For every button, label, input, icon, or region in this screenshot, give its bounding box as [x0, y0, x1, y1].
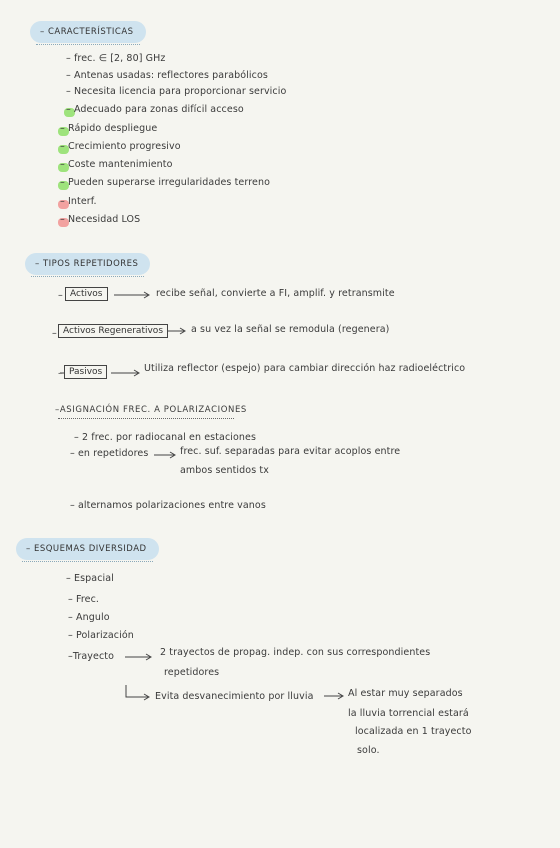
dash: – [58, 290, 63, 301]
header-title: ESQUEMAS DIVERSIDAD [33, 544, 147, 554]
list-item: – Necesita licencia para proporcionar servicio [66, 86, 287, 97]
repetidores-description: frec. suf. separadas para evitar acoplos entre [180, 446, 401, 457]
list-item: – Rápido despliegue [60, 123, 158, 134]
dash: – [58, 368, 63, 379]
list-item: – Frec. [68, 594, 100, 605]
list-item: – 2 frec. por radiocanal en estaciones [74, 432, 257, 443]
list-item: –Trayecto [68, 651, 115, 662]
lluvia-result-line: Al estar muy separados [348, 688, 463, 699]
lluvia-result-line: localizada en 1 trayecto [355, 726, 472, 737]
list-item: – Necesidad LOS [60, 214, 141, 225]
lluvia-result-line: solo. [357, 745, 380, 756]
list-item: – frec. ∈ [2, 80] GHz [66, 53, 166, 64]
list-item: – alternamos polarizaciones entre vanos [70, 500, 266, 511]
list-item: – Adecuado para zonas difícil acceso [66, 104, 244, 115]
pasivos-description: Utiliza reflector (espejo) para cambiar dirección haz radioeléctrico [144, 363, 466, 374]
header-title: CARACTERÍSTICAS [47, 27, 134, 37]
list-item: – Espacial [66, 573, 114, 584]
list-item: – Crecimiento progresivo [60, 141, 181, 152]
header-dash: – [35, 259, 43, 269]
pasivos-box: Pasivos [64, 365, 107, 379]
header-title: TIPOS REPETIDORES [42, 259, 139, 269]
list-item: – Coste mantenimiento [60, 159, 173, 170]
list-item: – Antenas usadas: reflectores parabólicos [66, 70, 268, 81]
regenerativos-box: Activos Regenerativos [58, 324, 168, 338]
list-item: – Pueden superarse irregularidades terreno [60, 177, 270, 188]
asignacion-heading: –ASIGNACIÓN FREC. A POLARIZACIONES [55, 405, 247, 415]
list-item: – Angulo [68, 612, 110, 623]
activos-box: Activos [65, 287, 108, 301]
list-item: – Interf. [60, 196, 97, 207]
header-dash: – [40, 27, 48, 37]
regenerativos-description: a su vez la señal se remodula (regenera) [191, 324, 390, 335]
dash: – [52, 328, 57, 339]
list-item: – en repetidores [70, 448, 149, 459]
list-item: – Polarización [68, 630, 134, 641]
arrow-icon [126, 685, 148, 697]
trayecto-description: 2 trayectos de propag. indep. con sus correspondientes [160, 647, 431, 658]
activos-description: recibe señal, convierte a FI, amplif. y retransmite [156, 288, 395, 299]
trayecto-description-cont: repetidores [164, 667, 220, 678]
header-dash: – [26, 544, 34, 554]
lluvia-result-line: la lluvia torrencial estará [348, 708, 469, 719]
lluvia-description: Evita desvanecimiento por lluvia [155, 691, 314, 702]
repetidores-description-cont: ambos sentidos tx [180, 465, 269, 476]
